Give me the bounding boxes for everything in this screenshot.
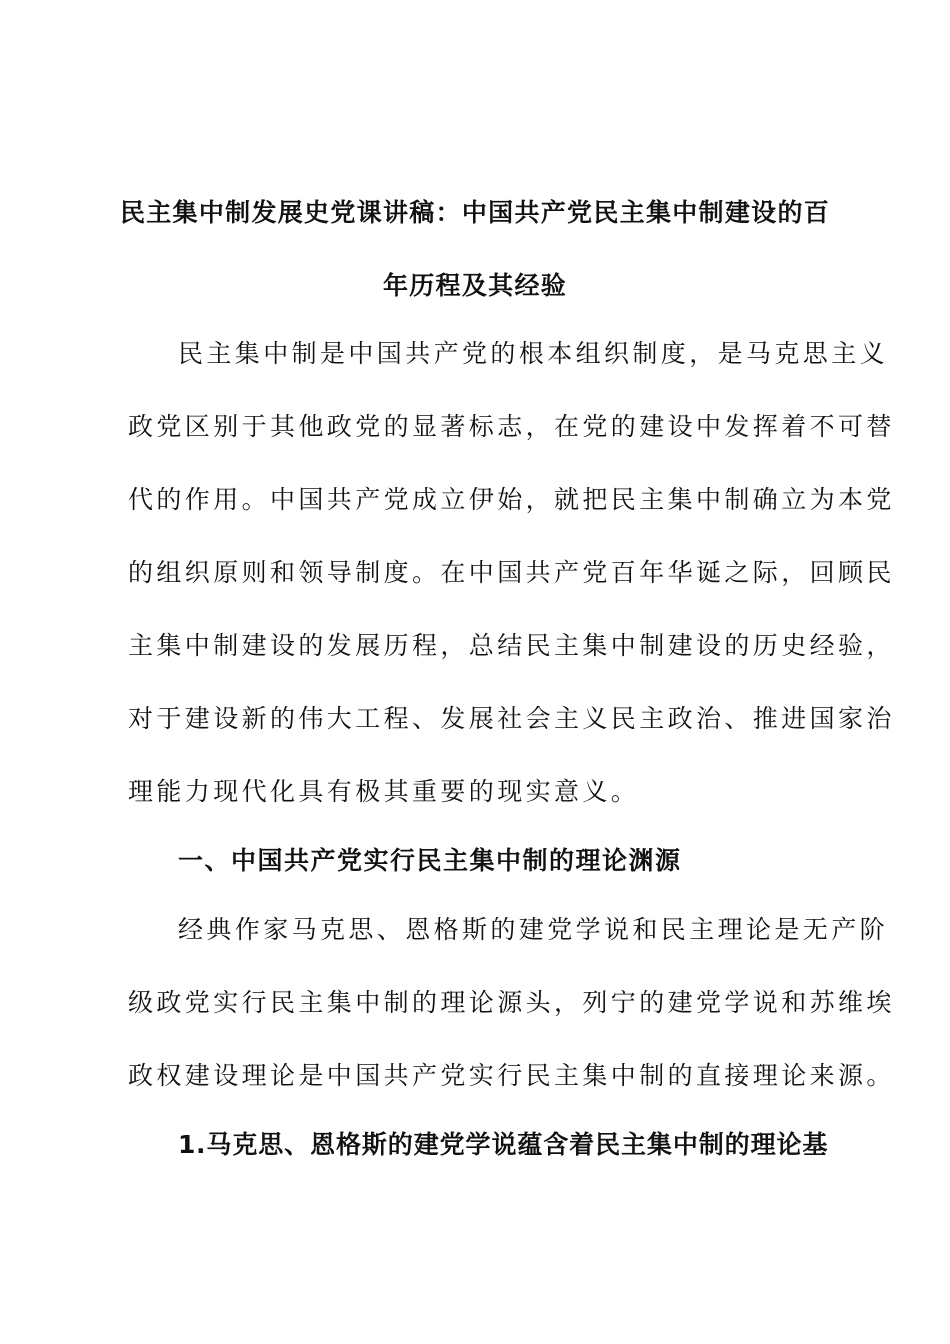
section-1-paragraph-line-1: 经典作家马克思、恩格斯的建党学说和民主理论是无产阶: [178, 915, 889, 944]
intro-paragraph-line-7: 理能力现代化具有极其重要的现实意义。: [128, 777, 640, 806]
document-title-line-2: 年历程及其经验: [382, 271, 568, 300]
intro-paragraph-line-2: 政党区别于其他政党的显著标志，在党的建设中发挥着不可替: [128, 412, 895, 441]
intro-paragraph-line-3: 代的作用。中国共产党成立伊始，就把民主集中制确立为本党: [128, 485, 895, 514]
intro-paragraph-line-6: 对于建设新的伟大工程、发展社会主义民主政治、推进国家治: [128, 704, 895, 733]
intro-paragraph-line-1: 民主集中制是中国共产党的根本组织制度，是马克思主义: [178, 339, 889, 368]
section-1-paragraph-line-3: 政权建设理论是中国共产党实行民主集中制的直接理论来源。: [128, 1061, 895, 1090]
document-title-line-1: 民主集中制发展史党课讲稿：中国共产党民主集中制建设的百: [119, 198, 831, 227]
intro-paragraph-line-5: 主集中制建设的发展历程，总结民主集中制建设的历史经验，: [128, 631, 895, 660]
subsection-1-heading: 1.马克思、恩格斯的建党学说蕴含着民主集中制的理论基: [178, 1130, 828, 1159]
intro-paragraph-line-4: 的组织原则和领导制度。在中国共产党百年华诞之际，回顾民: [128, 558, 895, 587]
section-1-heading: 一、中国共产党实行民主集中制的理论渊源: [178, 846, 682, 875]
section-1-paragraph-line-2: 级政党实行民主集中制的理论源头，列宁的建党学说和苏维埃: [128, 988, 895, 1017]
